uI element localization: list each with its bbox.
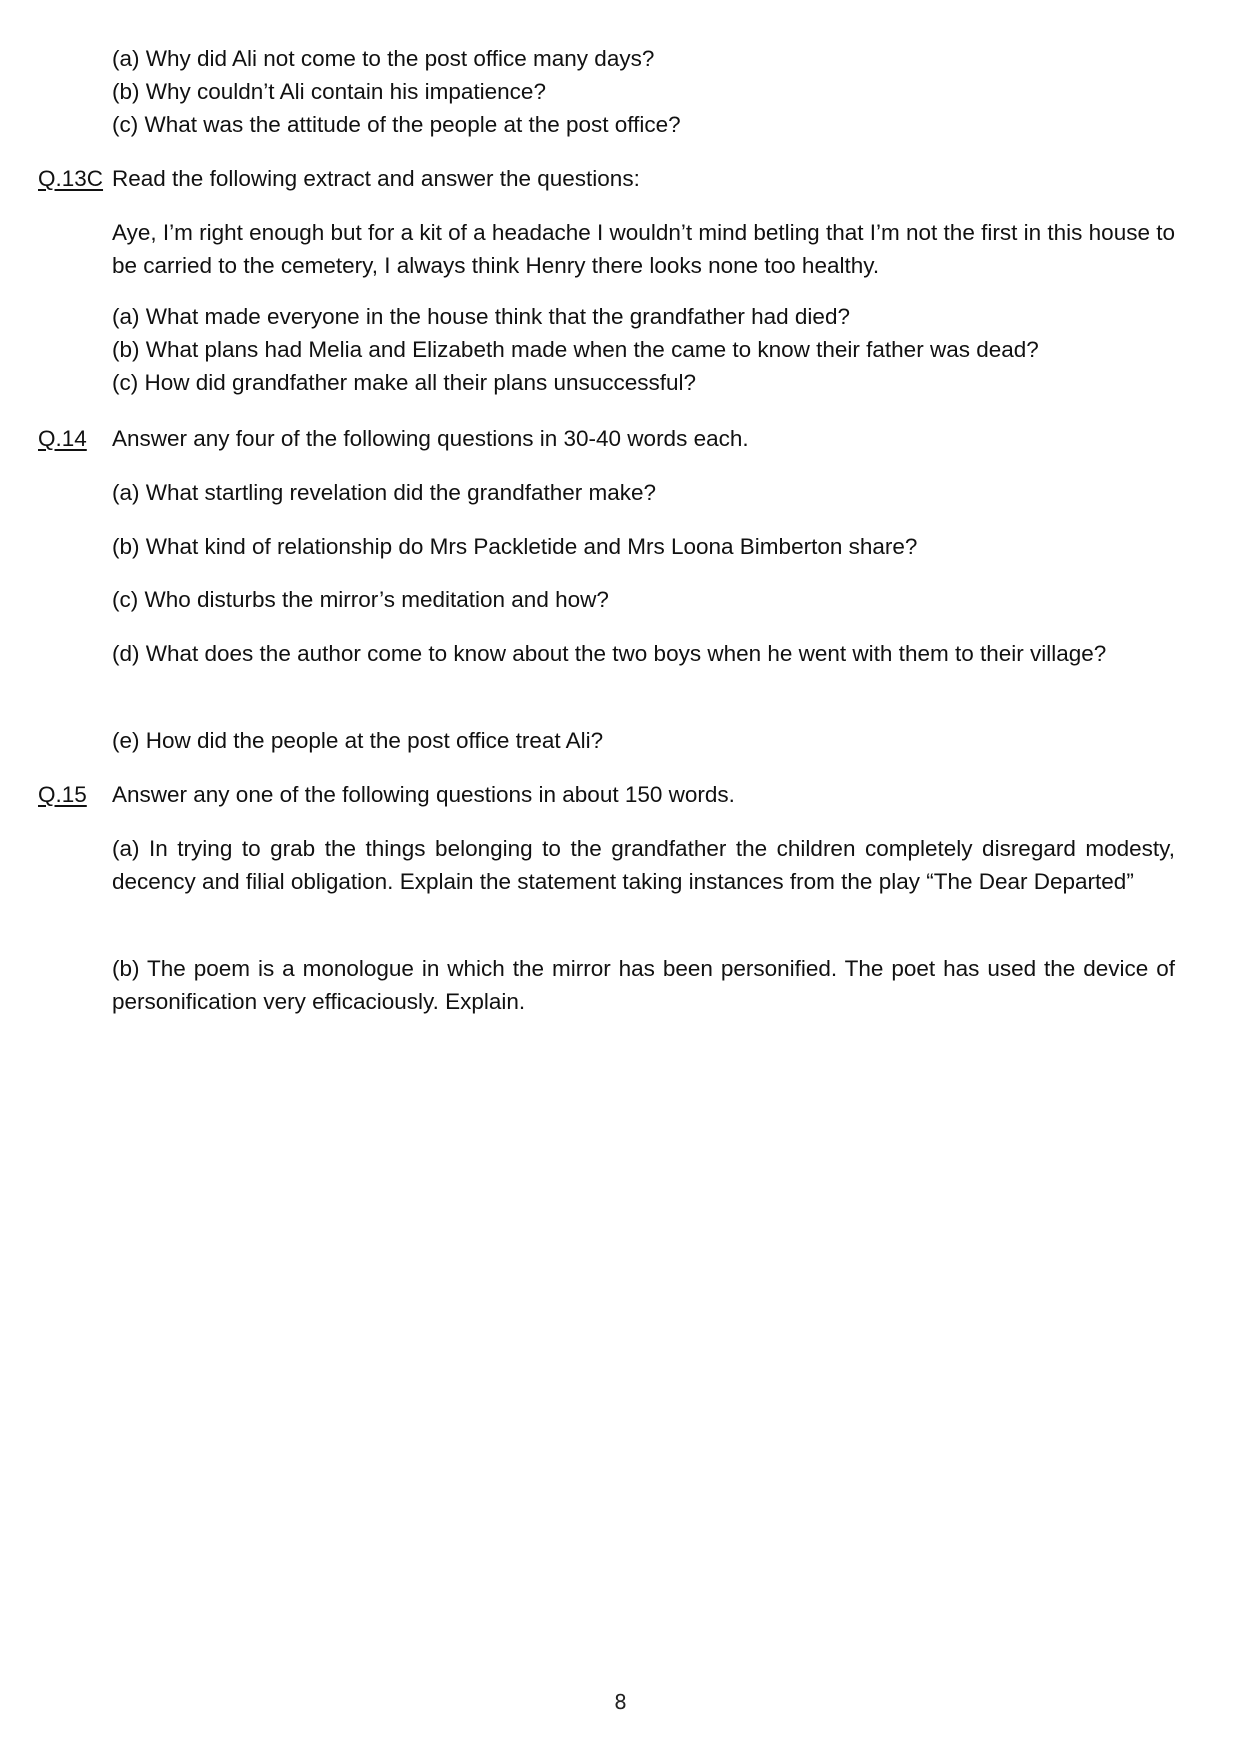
- q15-item-b: (b) The poem is a monologue in which the mirror has been personified. The poet has used the device of personification very efficaciously. Explain.: [112, 956, 1175, 1014]
- q13c-item-c: (c) How did grandfather make all their plans unsuccessful?: [112, 370, 697, 395]
- q13c-label: Q.13C: [38, 166, 104, 191]
- q15-item-a: (a) In trying to grab the things belonging to the grandfather the children completely disregard modesty, decency and filial obligation. Explain the statement taking instances from the play “The Dear Departed”: [112, 836, 1175, 894]
- q14-item-e: (e) How did the people at the post office treat Ali?: [112, 728, 604, 753]
- q13b-item-a: (a) Why did Ali not come to the post office many days?: [112, 46, 655, 71]
- q13c-instruction: Read the following extract and answer the questions:: [112, 166, 640, 191]
- q14-item-c: (c) Who disturbs the mirror’s meditation and how?: [112, 587, 609, 612]
- q13c-item-b: (b) What plans had Melia and Elizabeth made when the came to know their father was dead?: [112, 337, 1039, 362]
- q13c-item-a: (a) What made everyone in the house think that the grandfather had died?: [112, 304, 850, 329]
- q13b-subquestions: [112, 42, 1175, 141]
- q13b-item-b: (b) Why couldn’t Ali contain his impatience?: [112, 79, 546, 104]
- q13c-extract: Aye, I’m right enough but for a kit of a headache I wouldn’t mind betling that I’m not the first in this house to be carried to the cemetery, I always think Henry there looks none too healthy.: [112, 220, 1175, 278]
- q15-label: Q.15: [38, 782, 87, 807]
- q14-item-d: (d) What does the author come to know about the two boys when he went with them to their village?: [112, 641, 1107, 666]
- q15-instruction: Answer any one of the following questions in about 150 words.: [112, 782, 735, 807]
- q13c-subquestions: [112, 300, 1175, 399]
- q14-instruction: Answer any four of the following questions in 30-40 words each.: [112, 426, 749, 451]
- q14-label: Q.14: [38, 426, 87, 451]
- q13b-item-c: (c) What was the attitude of the people at the post office?: [112, 112, 681, 137]
- page-number: 8: [614, 1690, 627, 1714]
- q14-item-a: (a) What startling revelation did the grandfather make?: [112, 480, 657, 505]
- q14-item-b: (b) What kind of relationship do Mrs Packletide and Mrs Loona Bimberton share?: [112, 534, 918, 559]
